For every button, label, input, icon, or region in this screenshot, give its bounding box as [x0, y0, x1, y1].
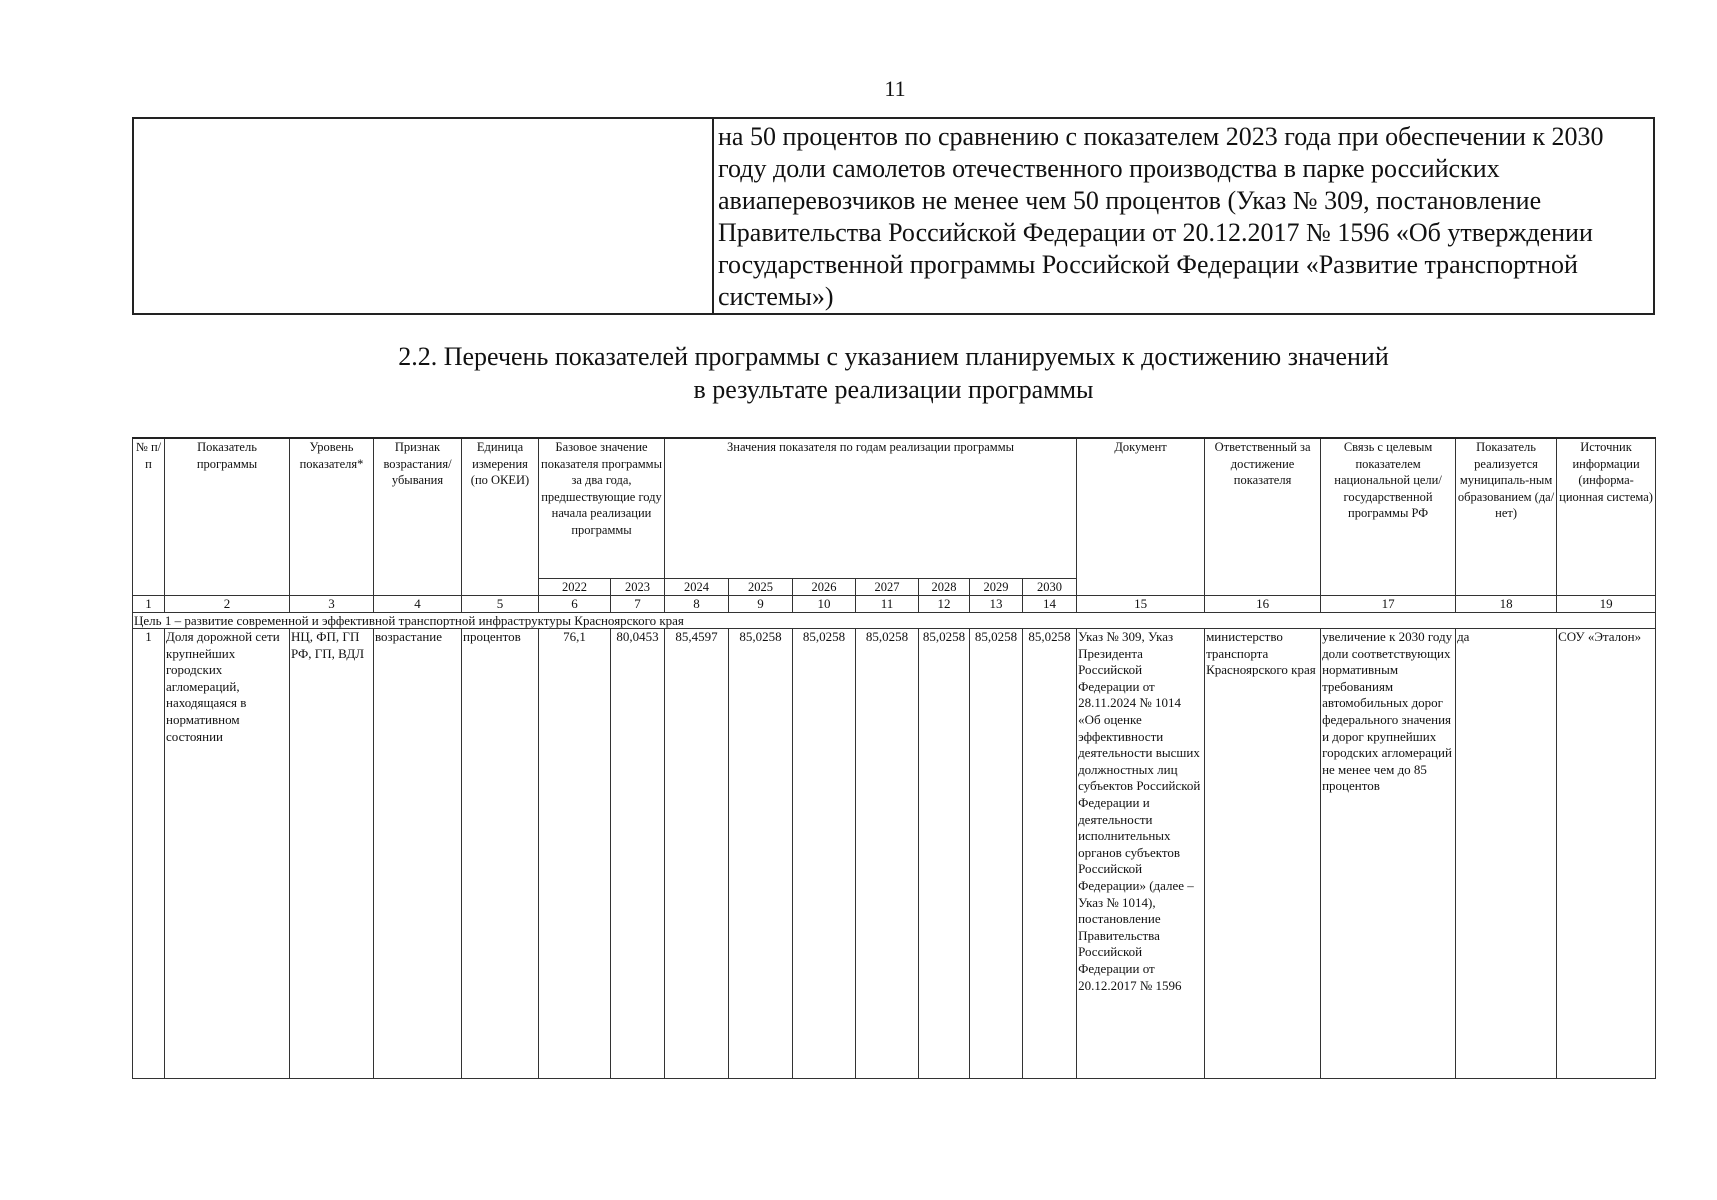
- row-value-2026: 85,0258: [793, 629, 856, 1079]
- row-source: СОУ «Эталон»: [1557, 629, 1656, 1079]
- column-number: 13: [970, 596, 1023, 613]
- row-value-2027: 85,0258: [856, 629, 919, 1079]
- header-year-2029: 2029: [970, 578, 1023, 596]
- column-number: 14: [1023, 596, 1077, 613]
- header-document: Документ: [1077, 438, 1205, 596]
- row-value-2024: 85,4597: [665, 629, 729, 1079]
- row-indicator: Доля дорожной сети крупнейших городских агломераций, находящаяся в нормативном состоянии: [165, 629, 290, 1079]
- row-num: 1: [133, 629, 165, 1079]
- row-unit: процентов: [462, 629, 539, 1079]
- column-number: 4: [374, 596, 462, 613]
- column-number: 3: [290, 596, 374, 613]
- column-number: 1: [133, 596, 165, 613]
- column-number: 5: [462, 596, 539, 613]
- column-numbers-row: [133, 596, 1656, 613]
- row-responsible: министерство транспорта Красноярского края: [1205, 629, 1321, 1079]
- header-unit: Единица измерения (по ОКЕИ): [462, 438, 539, 596]
- section-title-line1: 2.2. Перечень показателей программы с указанием планируемых к достижению значений: [398, 342, 1389, 371]
- section-title: [132, 340, 1655, 406]
- header-year-2024: 2024: [665, 578, 729, 596]
- indicators-table: [132, 437, 1656, 1079]
- goal-row: Цель 1 – развитие современной и эффективной транспортной инфраструктуры Красноярского края: [133, 613, 1656, 629]
- column-number: 2: [165, 596, 290, 613]
- header-trend: Признак возрастания/ убывания: [374, 438, 462, 596]
- header-link: Связь с целевым показателем национальной цели/ государственной программы РФ: [1321, 438, 1456, 596]
- column-number: 16: [1205, 596, 1321, 613]
- row-base-2023: 80,0453: [611, 629, 665, 1079]
- page-number: 11: [884, 76, 906, 101]
- row-link: увеличение к 2030 году доли соответствующих нормативным требованиям автомобильных дорог федерального значения и дорог крупнейших городских агломераций не менее чем до 85 процентов: [1321, 629, 1456, 1079]
- column-number: 6: [539, 596, 611, 613]
- section-title-line2: в результате реализации программы: [693, 375, 1094, 404]
- column-number: 19: [1557, 596, 1656, 613]
- row-value-2025: 85,0258: [729, 629, 793, 1079]
- header-year-2027: 2027: [856, 578, 919, 596]
- row-document: Указ № 309, Указ Президента Российской Федерации от 28.11.2024 № 1014 «Об оценке эффективности деятельности высших должностных лиц субъектов Российской Федерации и деятельности исполнительных органов субъектов Российской Федерации» (далее – Указ № 1014), постановление Правительства Российской Федерации от 20.12.2017 № 1596: [1077, 629, 1205, 1079]
- header-source: Источник информации (информа-ционная система): [1557, 438, 1656, 596]
- column-number: 17: [1321, 596, 1456, 613]
- header-base-value: Базовое значение показателя программы за два года, предшествующие году начала реализации программы: [539, 438, 665, 578]
- column-number: 11: [856, 596, 919, 613]
- header-responsible: Ответственный за достижение показателя: [1205, 438, 1321, 596]
- row-level: НЦ, ФП, ГП РФ, ГП, ВДЛ: [290, 629, 374, 1079]
- header-num: № п/п: [133, 438, 165, 596]
- header-year-2022: 2022: [539, 578, 611, 596]
- table-row: [133, 629, 1656, 1079]
- column-number: 7: [611, 596, 665, 613]
- row-value-2030: 85,0258: [1023, 629, 1077, 1079]
- header-level: Уровень показателя*: [290, 438, 374, 596]
- row-value-2029: 85,0258: [970, 629, 1023, 1079]
- continuation-left-cell: [133, 118, 713, 314]
- continuation-right-cell: на 50 процентов по сравнению с показателем 2023 года при обеспечении к 2030 году доли самолетов отечественного производства в парке российских авиаперевозчиков не менее чем 50 процентов (Указ № 309, постановление Правительства Российской Федерации от 20.12.2017 № 1596 «Об утверждении государственной программы Российской Федерации «Развитие транспортной системы»): [713, 118, 1654, 314]
- header-year-2028: 2028: [919, 578, 970, 596]
- header-year-2023: 2023: [611, 578, 665, 596]
- row-value-2028: 85,0258: [919, 629, 970, 1079]
- column-number: 18: [1456, 596, 1557, 613]
- continuation-table: [132, 117, 1655, 315]
- column-number: 9: [729, 596, 793, 613]
- row-trend: возрастание: [374, 629, 462, 1079]
- header-municipal: Показатель реализуется муниципаль-ным образованием (да/нет): [1456, 438, 1557, 596]
- column-number: 12: [919, 596, 970, 613]
- column-number: 15: [1077, 596, 1205, 613]
- header-plan-values: Значения показателя по годам реализации программы: [665, 438, 1077, 578]
- indicators-table-wrapper: [132, 437, 1656, 1079]
- header-year-2030: 2030: [1023, 578, 1077, 596]
- header-year-2026: 2026: [793, 578, 856, 596]
- header-year-2025: 2025: [729, 578, 793, 596]
- header-indicator: Показатель программы: [165, 438, 290, 596]
- column-number: 10: [793, 596, 856, 613]
- row-municipal: да: [1456, 629, 1557, 1079]
- column-number: 8: [665, 596, 729, 613]
- row-base-2022: 76,1: [539, 629, 611, 1079]
